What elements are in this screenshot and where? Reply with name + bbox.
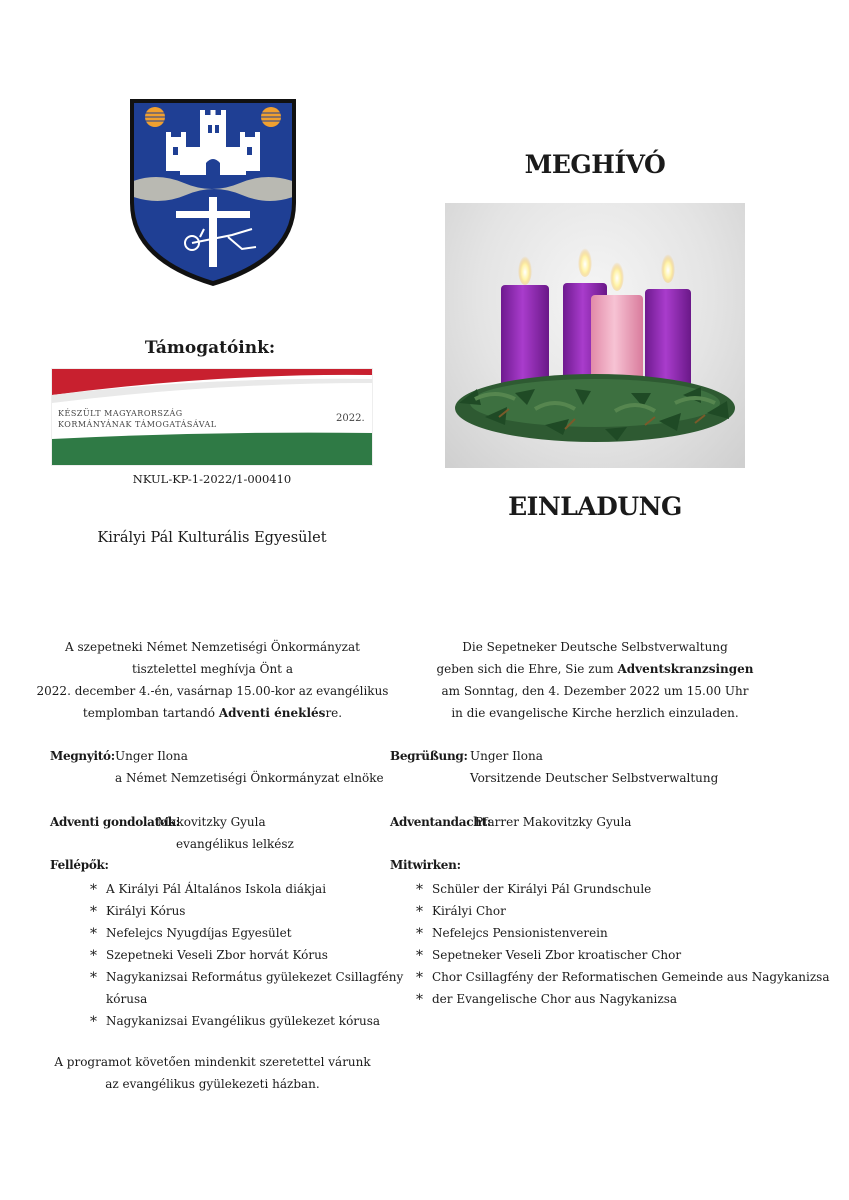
invitation-text-de [400,636,790,724]
intro-text: geben sich die Ehre, Sie zum [436,662,618,676]
bullet-icon: * [416,904,423,920]
intro-line: in die evangelische Kirche herzlich einzuladen. [451,706,739,720]
performers-label-de: Mitwirken: [390,858,461,872]
opener-role: a Német Nemzetiségi Önkormányzat elnöke [115,771,384,785]
list-item: * Nagykanizsai Református gyülekezet Csillagfény [90,966,390,988]
banner-line-2: KORMÁNYÁNAK TÁMOGATÁSÁVAL [58,420,217,429]
welcome-role: Vorsitzende Deutscher Selbstverwaltung [470,771,719,785]
bullet-icon: * [90,926,97,942]
bullet-icon: * [416,992,423,1008]
grant-id: NKUL-KP-1-2022/1-000410 [132,472,292,486]
performers-list-de [416,878,836,1010]
list-item: * Chor Csillagfény der Reformatischen Gemeinde aus Nagykanizsa [416,966,836,988]
intro-line [20,702,405,724]
closing-text [20,1051,405,1095]
devotion-name: Pfarrer Makovitzky Gyula [475,815,632,829]
list-item [90,988,390,1010]
event-name-hu: Adventi éneklés [218,706,326,720]
performers-label-hu: Fellépők: [50,858,109,872]
advent-candles-illustration [445,203,745,468]
thoughts-role: evangélikus lelkész [176,837,294,851]
government-support-banner [52,369,372,465]
title-hungarian: MEGHÍVÓ [524,150,666,179]
thoughts-name: Makovitzky Gyula [157,815,266,829]
bullet-icon: * [90,970,97,986]
bullet-icon: * [416,970,423,986]
performer-continuation: kórusa [106,992,148,1006]
list-item: * Királyi Chor [416,900,836,922]
list-item: * Nefelejcs Pensionistenverein [416,922,836,944]
list-item: * Schüler der Királyi Pál Grundschule [416,878,836,900]
list-item: * Nefelejcs Nyugdíjas Egyesület [90,922,390,944]
bullet-icon: * [416,948,423,964]
intro-text: re. [325,706,343,720]
bullet-icon: * [90,904,97,920]
performers-list-hu [90,878,404,1032]
title-german: EINLADUNG [508,492,682,521]
bullet-icon: * [90,882,97,898]
coat-of-arms-emblem [128,97,298,287]
intro-line: tisztelettel meghívja Önt a [132,662,293,676]
intro-line: A szepetneki Német Nemzetiségi Önkormányzat [65,640,360,654]
banner-line-1: KÉSZÜLT MAGYARORSZÁG [58,409,183,418]
list-item: * Királyi Kórus [90,900,390,922]
intro-line: 2022. december 4.-én, vasárnap 15.00-kor az evangélikus [36,684,389,698]
invitation-text-hu [20,636,405,724]
organization-name: Királyi Pál Kulturális Egyesület [97,530,327,546]
closing-line: A programot követően mindenkit szeretettel várunk [54,1055,371,1069]
bullet-icon: * [90,948,97,964]
opener-name: Unger Ilona [115,749,188,763]
sponsors-heading: Támogatóink: [144,338,276,358]
welcome-name: Unger Ilona [470,749,543,763]
closing-line: az evangélikus gyülekezeti házban. [105,1077,320,1091]
list-item: * A Királyi Pál Általános Iskola diákjai [90,878,390,900]
banner-year: 2022. [336,413,365,424]
intro-line: Die Sepetneker Deutsche Selbstverwaltung [462,640,728,654]
intro-line: am Sonntag, den 4. Dezember 2022 um 15.00 Uhr [441,684,749,698]
bullet-icon: * [90,1014,97,1030]
list-item: * der Evangelische Chor aus Nagykanizsa [416,988,836,1010]
intro-text: templomban tartandó [82,706,219,720]
welcome-label: Begrüßung: [390,749,468,763]
devotion-label: Adventandacht: [390,815,492,829]
bullet-icon: * [416,926,423,942]
bullet-icon: * [416,882,423,898]
list-item: * Szepetneki Veseli Zbor horvát Kórus [90,944,390,966]
event-name-de: Adventskranzsingen [617,662,754,676]
intro-line [400,658,790,680]
thoughts-label: Adventi gondolatok: [50,815,180,829]
list-item: * Sepetneker Veseli Zbor kroatischer Chor [416,944,836,966]
list-item: * Nagykanizsai Evangélikus gyülekezet kórusa [90,1010,390,1032]
advent-wreath-photo [445,203,745,468]
opener-label: Megnyitó: [50,749,115,763]
